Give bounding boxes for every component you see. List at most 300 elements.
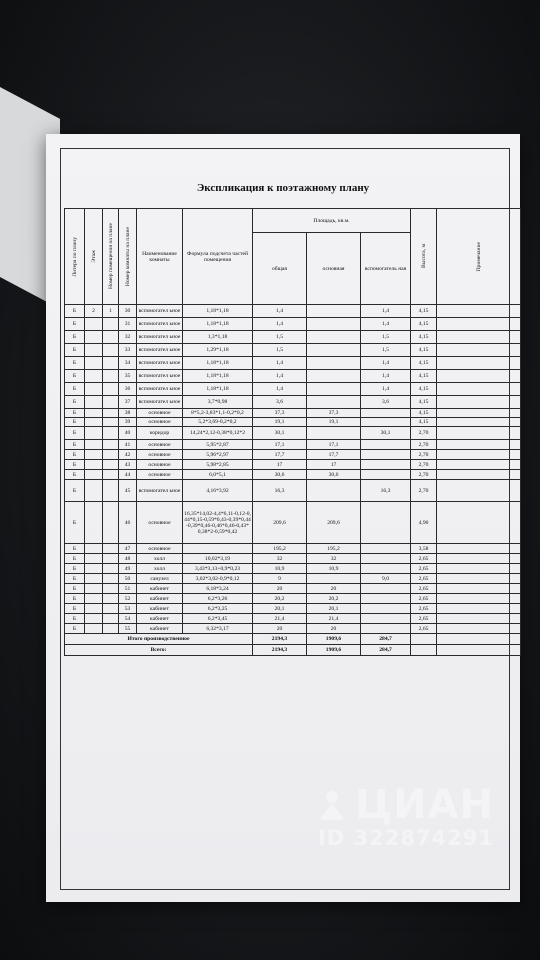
cell-floor	[85, 470, 103, 480]
cell-formula: 16,35*14,02-4,4*6,11-0,12-0,44*0,15-0,59*0,43-0,39*0,44-0,39*0,46-0,46*0,46-0,43*0,38*2-0,59*0,42	[183, 502, 253, 544]
cell-no: 45	[119, 480, 137, 502]
table-row	[65, 418, 521, 427]
cell-height: 4,15	[411, 370, 437, 383]
cell-total: 1,4	[253, 357, 307, 370]
cell-floor	[85, 396, 103, 409]
cell-lit: Б	[65, 544, 85, 554]
cell-name: холл	[137, 554, 183, 564]
cell-total: 1,4	[253, 318, 307, 331]
cell-apt	[103, 624, 119, 634]
cell-no: 54	[119, 614, 137, 624]
table-row	[65, 450, 521, 460]
header-note: Примечание	[437, 209, 521, 305]
header-total: общая	[253, 233, 307, 305]
cell-no: 49	[119, 564, 137, 574]
cell-total: 17	[253, 460, 307, 470]
cell-main: 17,1	[307, 440, 361, 450]
cell-note	[437, 318, 521, 331]
cell-name: основное	[137, 450, 183, 460]
cell-aux: 1,4	[361, 370, 411, 383]
header-main: основная	[307, 233, 361, 305]
cell-note	[437, 450, 521, 460]
cell-floor	[85, 614, 103, 624]
cell-aux	[361, 502, 411, 544]
cell-formula: 5,96*2,97	[183, 450, 253, 460]
cell-main: 20,2	[307, 594, 361, 604]
cell-lit: Б	[65, 318, 85, 331]
cell-name: основное	[137, 470, 183, 480]
cell-no: 35	[119, 370, 137, 383]
cell-total: 17,7	[253, 450, 307, 460]
cell-formula: 6,32*3,17	[183, 624, 253, 634]
cell-name: вспомогател ьное	[137, 370, 183, 383]
cell-note	[437, 460, 521, 470]
cell-lit: Б	[65, 450, 85, 460]
cell-main	[307, 480, 361, 502]
cell-note	[437, 480, 521, 502]
table-row	[65, 396, 521, 409]
cell-note	[437, 564, 521, 574]
cell-note	[437, 470, 521, 480]
cell-floor	[85, 624, 103, 634]
cell-aux	[361, 614, 411, 624]
cell-main: 20	[307, 584, 361, 594]
cell-lit: Б	[65, 604, 85, 614]
cell-total: 195,2	[253, 544, 307, 554]
cell-no: 50	[119, 574, 137, 584]
totals-aux: 284,7	[361, 634, 411, 645]
totals-main: 1909,6	[307, 645, 361, 656]
cell-height: 4,15	[411, 409, 437, 418]
cell-formula: 5,95*2,87	[183, 440, 253, 450]
cell-height: 2,65	[411, 564, 437, 574]
cell-name: коридор	[137, 427, 183, 440]
cell-height: 4,15	[411, 357, 437, 370]
cell-height: 2,65	[411, 614, 437, 624]
cell-height: 2,65	[411, 604, 437, 614]
cell-apt	[103, 604, 119, 614]
table-row	[65, 574, 521, 584]
cell-apt	[103, 418, 119, 427]
cell-no: 30	[119, 305, 137, 318]
cell-height: 4,15	[411, 418, 437, 427]
cell-apt	[103, 318, 119, 331]
cell-note	[437, 344, 521, 357]
cell-floor	[85, 331, 103, 344]
cell-name: вспомогател ьное	[137, 357, 183, 370]
table-row	[65, 624, 521, 634]
cell-apt	[103, 544, 119, 554]
cell-main	[307, 396, 361, 409]
header-room-name: Наименование комнаты	[137, 209, 183, 305]
cell-name: основное	[137, 460, 183, 470]
cell-total: 3,6	[253, 396, 307, 409]
cell-total: 1,5	[253, 331, 307, 344]
cell-floor	[85, 604, 103, 614]
cell-note	[437, 544, 521, 554]
cell-floor	[85, 409, 103, 418]
cell-main	[307, 357, 361, 370]
cell-no: 51	[119, 584, 137, 594]
cell-aux	[361, 584, 411, 594]
cell-aux	[361, 440, 411, 450]
cell-total: 32	[253, 554, 307, 564]
cell-apt	[103, 594, 119, 604]
cell-no: 55	[119, 624, 137, 634]
cell-floor	[85, 357, 103, 370]
cell-aux: 3,6	[361, 396, 411, 409]
table-row	[65, 554, 521, 564]
cell-note	[437, 554, 521, 564]
cell-floor	[85, 502, 103, 544]
cell-height: 4,15	[411, 396, 437, 409]
cell-apt	[103, 409, 119, 418]
table-row	[65, 564, 521, 574]
cell-lit: Б	[65, 418, 85, 427]
cell-name: основное	[137, 502, 183, 544]
cell-formula: 1,18*1,18	[183, 305, 253, 318]
table-row	[65, 305, 521, 318]
totals-total: 2194,3	[253, 634, 307, 645]
cell-height: 2,65	[411, 574, 437, 584]
cell-formula: 10,02*3,19	[183, 554, 253, 564]
cell-no: 32	[119, 331, 137, 344]
cell-no: 31	[119, 318, 137, 331]
cell-aux: 1,4	[361, 383, 411, 396]
cell-no: 36	[119, 383, 137, 396]
header-litera: Литера по плану	[65, 209, 85, 305]
cell-note	[437, 409, 521, 418]
table-row	[65, 480, 521, 502]
totals-height	[411, 645, 437, 656]
cell-apt	[103, 427, 119, 440]
cell-formula: 1,18*1,18	[183, 370, 253, 383]
cell-apt	[103, 440, 119, 450]
cell-apt	[103, 584, 119, 594]
watermark	[315, 782, 494, 850]
cell-no: 40	[119, 427, 137, 440]
cell-main: 21,4	[307, 614, 361, 624]
totals-aux: 284,7	[361, 645, 411, 656]
header-floor: Этаж	[85, 209, 103, 305]
cell-apt	[103, 396, 119, 409]
cell-formula: 4,16*3,92	[183, 480, 253, 502]
table-row	[65, 460, 521, 470]
cell-name: кабинет	[137, 584, 183, 594]
cell-floor	[85, 574, 103, 584]
cell-lit: Б	[65, 331, 85, 344]
cell-floor	[85, 450, 103, 460]
cell-name: основное	[137, 418, 183, 427]
cell-aux	[361, 544, 411, 554]
cell-formula: 1,18*1,18	[183, 318, 253, 331]
cell-no: 53	[119, 604, 137, 614]
cell-aux	[361, 450, 411, 460]
cell-lit: Б	[65, 357, 85, 370]
table-row	[65, 544, 521, 554]
cell-formula: 8*5,2-3,83*1,1-0,2*0,2	[183, 409, 253, 418]
cell-main: 20	[307, 624, 361, 634]
cell-height: 4,15	[411, 318, 437, 331]
cell-height: 2,65	[411, 584, 437, 594]
cell-aux: 1,5	[361, 344, 411, 357]
cell-total: 19,1	[253, 418, 307, 427]
cell-main	[307, 344, 361, 357]
cell-total: 10,9	[253, 564, 307, 574]
table-row	[65, 344, 521, 357]
cell-formula	[183, 544, 253, 554]
table-row	[65, 357, 521, 370]
cell-aux	[361, 604, 411, 614]
cell-name: вспомогател ьное	[137, 305, 183, 318]
cell-total: 1,5	[253, 344, 307, 357]
cell-total: 37,3	[253, 409, 307, 418]
cell-height: 2,70	[411, 450, 437, 460]
cell-formula: 3,7*0,98	[183, 396, 253, 409]
cell-total: 20,2	[253, 594, 307, 604]
cell-height: 4,15	[411, 305, 437, 318]
cell-floor	[85, 594, 103, 604]
cell-formula: 14,24*2,12-0,38*0,12*2	[183, 427, 253, 440]
cell-floor	[85, 480, 103, 502]
cell-height: 3,58	[411, 544, 437, 554]
totals-note	[437, 645, 521, 656]
cell-height: 2,70	[411, 480, 437, 502]
cell-lit: Б	[65, 305, 85, 318]
cell-floor	[85, 418, 103, 427]
cell-no: 39	[119, 418, 137, 427]
cell-formula: 6,2*3,25	[183, 604, 253, 614]
table-row	[65, 440, 521, 450]
cell-main: 195,2	[307, 544, 361, 554]
cell-no: 41	[119, 440, 137, 450]
cell-note	[437, 574, 521, 584]
totals-row	[65, 645, 521, 656]
cell-name: основное	[137, 544, 183, 554]
cell-aux	[361, 409, 411, 418]
cell-aux: 9,0	[361, 574, 411, 584]
cell-apt	[103, 574, 119, 584]
header-aux: вспомогатель ная	[361, 233, 411, 305]
cell-floor	[85, 370, 103, 383]
cell-note	[437, 396, 521, 409]
header-area-group: Площадь, кв.м.	[253, 209, 411, 233]
cell-name: вспомогател ьное	[137, 383, 183, 396]
cell-main: 32	[307, 554, 361, 564]
cell-main: 19,1	[307, 418, 361, 427]
cell-name: вспомогател ьное	[137, 318, 183, 331]
explication-table	[64, 208, 521, 656]
cell-height: 4,15	[411, 383, 437, 396]
cell-main	[307, 331, 361, 344]
cell-height: 2,70	[411, 440, 437, 450]
table-row	[65, 370, 521, 383]
cell-formula: 6,18*3,24	[183, 584, 253, 594]
cell-floor	[85, 344, 103, 357]
table-row	[65, 383, 521, 396]
cell-total: 20,1	[253, 604, 307, 614]
cell-floor	[85, 440, 103, 450]
cell-name: кабинет	[137, 624, 183, 634]
cell-lit: Б	[65, 502, 85, 544]
cell-aux: 30,1	[361, 427, 411, 440]
cell-lit: Б	[65, 409, 85, 418]
cell-apt	[103, 370, 119, 383]
cell-main	[307, 427, 361, 440]
totals-row	[65, 634, 521, 645]
cell-aux	[361, 564, 411, 574]
cell-apt	[103, 344, 119, 357]
cell-total: 1,4	[253, 305, 307, 318]
watermark-id: ID 322874291	[317, 826, 494, 850]
cell-apt	[103, 614, 119, 624]
cell-height: 4,15	[411, 344, 437, 357]
cell-height: 4,90	[411, 502, 437, 544]
cell-main: 30,6	[307, 470, 361, 480]
cell-total: 209,6	[253, 502, 307, 544]
header-apartment-no: Номер помещения на плане	[103, 209, 119, 305]
table-row	[65, 470, 521, 480]
cell-no: 38	[119, 409, 137, 418]
cell-aux	[361, 594, 411, 604]
cell-no: 42	[119, 450, 137, 460]
cell-note	[437, 440, 521, 450]
cell-total: 17,1	[253, 440, 307, 450]
cell-floor	[85, 554, 103, 564]
totals-label: Всего:	[65, 645, 253, 656]
cell-lit: Б	[65, 440, 85, 450]
cell-name: основное	[137, 409, 183, 418]
cell-lit: Б	[65, 564, 85, 574]
cell-note	[437, 427, 521, 440]
cell-aux	[361, 554, 411, 564]
cell-height: 2,65	[411, 554, 437, 564]
cell-note	[437, 383, 521, 396]
cell-note	[437, 594, 521, 604]
cell-apt	[103, 502, 119, 544]
cell-name: вспомогател ьное	[137, 331, 183, 344]
cell-height: 2,70	[411, 427, 437, 440]
cell-main	[307, 574, 361, 584]
cell-note	[437, 418, 521, 427]
totals-total: 2194,3	[253, 645, 307, 656]
table-row	[65, 427, 521, 440]
cell-lit: Б	[65, 624, 85, 634]
cell-name: санузел	[137, 574, 183, 584]
totals-label: Итого производственное	[65, 634, 253, 645]
cell-apt	[103, 564, 119, 574]
cell-lit: Б	[65, 344, 85, 357]
cell-note	[437, 331, 521, 344]
cell-total: 20	[253, 584, 307, 594]
cell-name: вспомогател ьное	[137, 344, 183, 357]
cell-aux: 1,4	[361, 318, 411, 331]
cell-formula: 6,2*3,26	[183, 594, 253, 604]
cell-total: 30,6	[253, 470, 307, 480]
cell-floor	[85, 318, 103, 331]
cell-note	[437, 604, 521, 614]
cell-main: 209,6	[307, 502, 361, 544]
cell-apt	[103, 480, 119, 502]
cell-aux	[361, 460, 411, 470]
cell-floor	[85, 544, 103, 554]
cell-apt	[103, 331, 119, 344]
cell-floor	[85, 427, 103, 440]
cell-name: вспомогател ьное	[137, 396, 183, 409]
totals-height	[411, 634, 437, 645]
watermark-brand: ЦИАН	[354, 782, 494, 828]
table-row	[65, 318, 521, 331]
table-body	[65, 305, 521, 656]
table-row	[65, 331, 521, 344]
table-row	[65, 614, 521, 624]
cell-aux	[361, 418, 411, 427]
totals-main: 1909,6	[307, 634, 361, 645]
cell-lit: Б	[65, 594, 85, 604]
cell-formula: 6,2*3,45	[183, 614, 253, 624]
table-row	[65, 604, 521, 614]
cell-aux: 16,3	[361, 480, 411, 502]
cell-apt	[103, 460, 119, 470]
cell-aux	[361, 624, 411, 634]
cell-main	[307, 318, 361, 331]
cell-note	[437, 624, 521, 634]
cell-no: 37	[119, 396, 137, 409]
cell-formula: 6,0*5,1	[183, 470, 253, 480]
cell-total: 9	[253, 574, 307, 584]
table-row	[65, 409, 521, 418]
cell-note	[437, 357, 521, 370]
table-row	[65, 584, 521, 594]
cell-note	[437, 502, 521, 544]
cell-lit: Б	[65, 460, 85, 470]
cell-floor	[85, 460, 103, 470]
cell-apt	[103, 450, 119, 460]
header-height: Высота, м	[411, 209, 437, 305]
cell-floor	[85, 584, 103, 594]
cell-no: 46	[119, 502, 137, 544]
cell-aux	[361, 470, 411, 480]
table-row	[65, 594, 521, 604]
cell-lit: Б	[65, 427, 85, 440]
cell-height: 2,70	[411, 470, 437, 480]
cell-aux: 1,4	[361, 357, 411, 370]
cell-lit: Б	[65, 370, 85, 383]
cell-total: 1,4	[253, 383, 307, 396]
cell-main: 20,1	[307, 604, 361, 614]
header-room-no: Номер комнаты на плане	[119, 209, 137, 305]
cell-no: 47	[119, 544, 137, 554]
cell-name: кабинет	[137, 594, 183, 604]
cell-apt: 1	[103, 305, 119, 318]
cell-floor	[85, 383, 103, 396]
cell-no: 34	[119, 357, 137, 370]
table-row	[65, 502, 521, 544]
cell-total: 21,4	[253, 614, 307, 624]
cell-apt	[103, 470, 119, 480]
cell-main: 17	[307, 460, 361, 470]
cell-apt	[103, 383, 119, 396]
cell-floor: 2	[85, 305, 103, 318]
cell-height: 4,15	[411, 331, 437, 344]
cell-note	[437, 370, 521, 383]
cell-no: 33	[119, 344, 137, 357]
cell-main	[307, 305, 361, 318]
cell-aux: 1,5	[361, 331, 411, 344]
cell-lit: Б	[65, 480, 85, 502]
cell-height: 2,70	[411, 460, 437, 470]
cell-lit: Б	[65, 584, 85, 594]
